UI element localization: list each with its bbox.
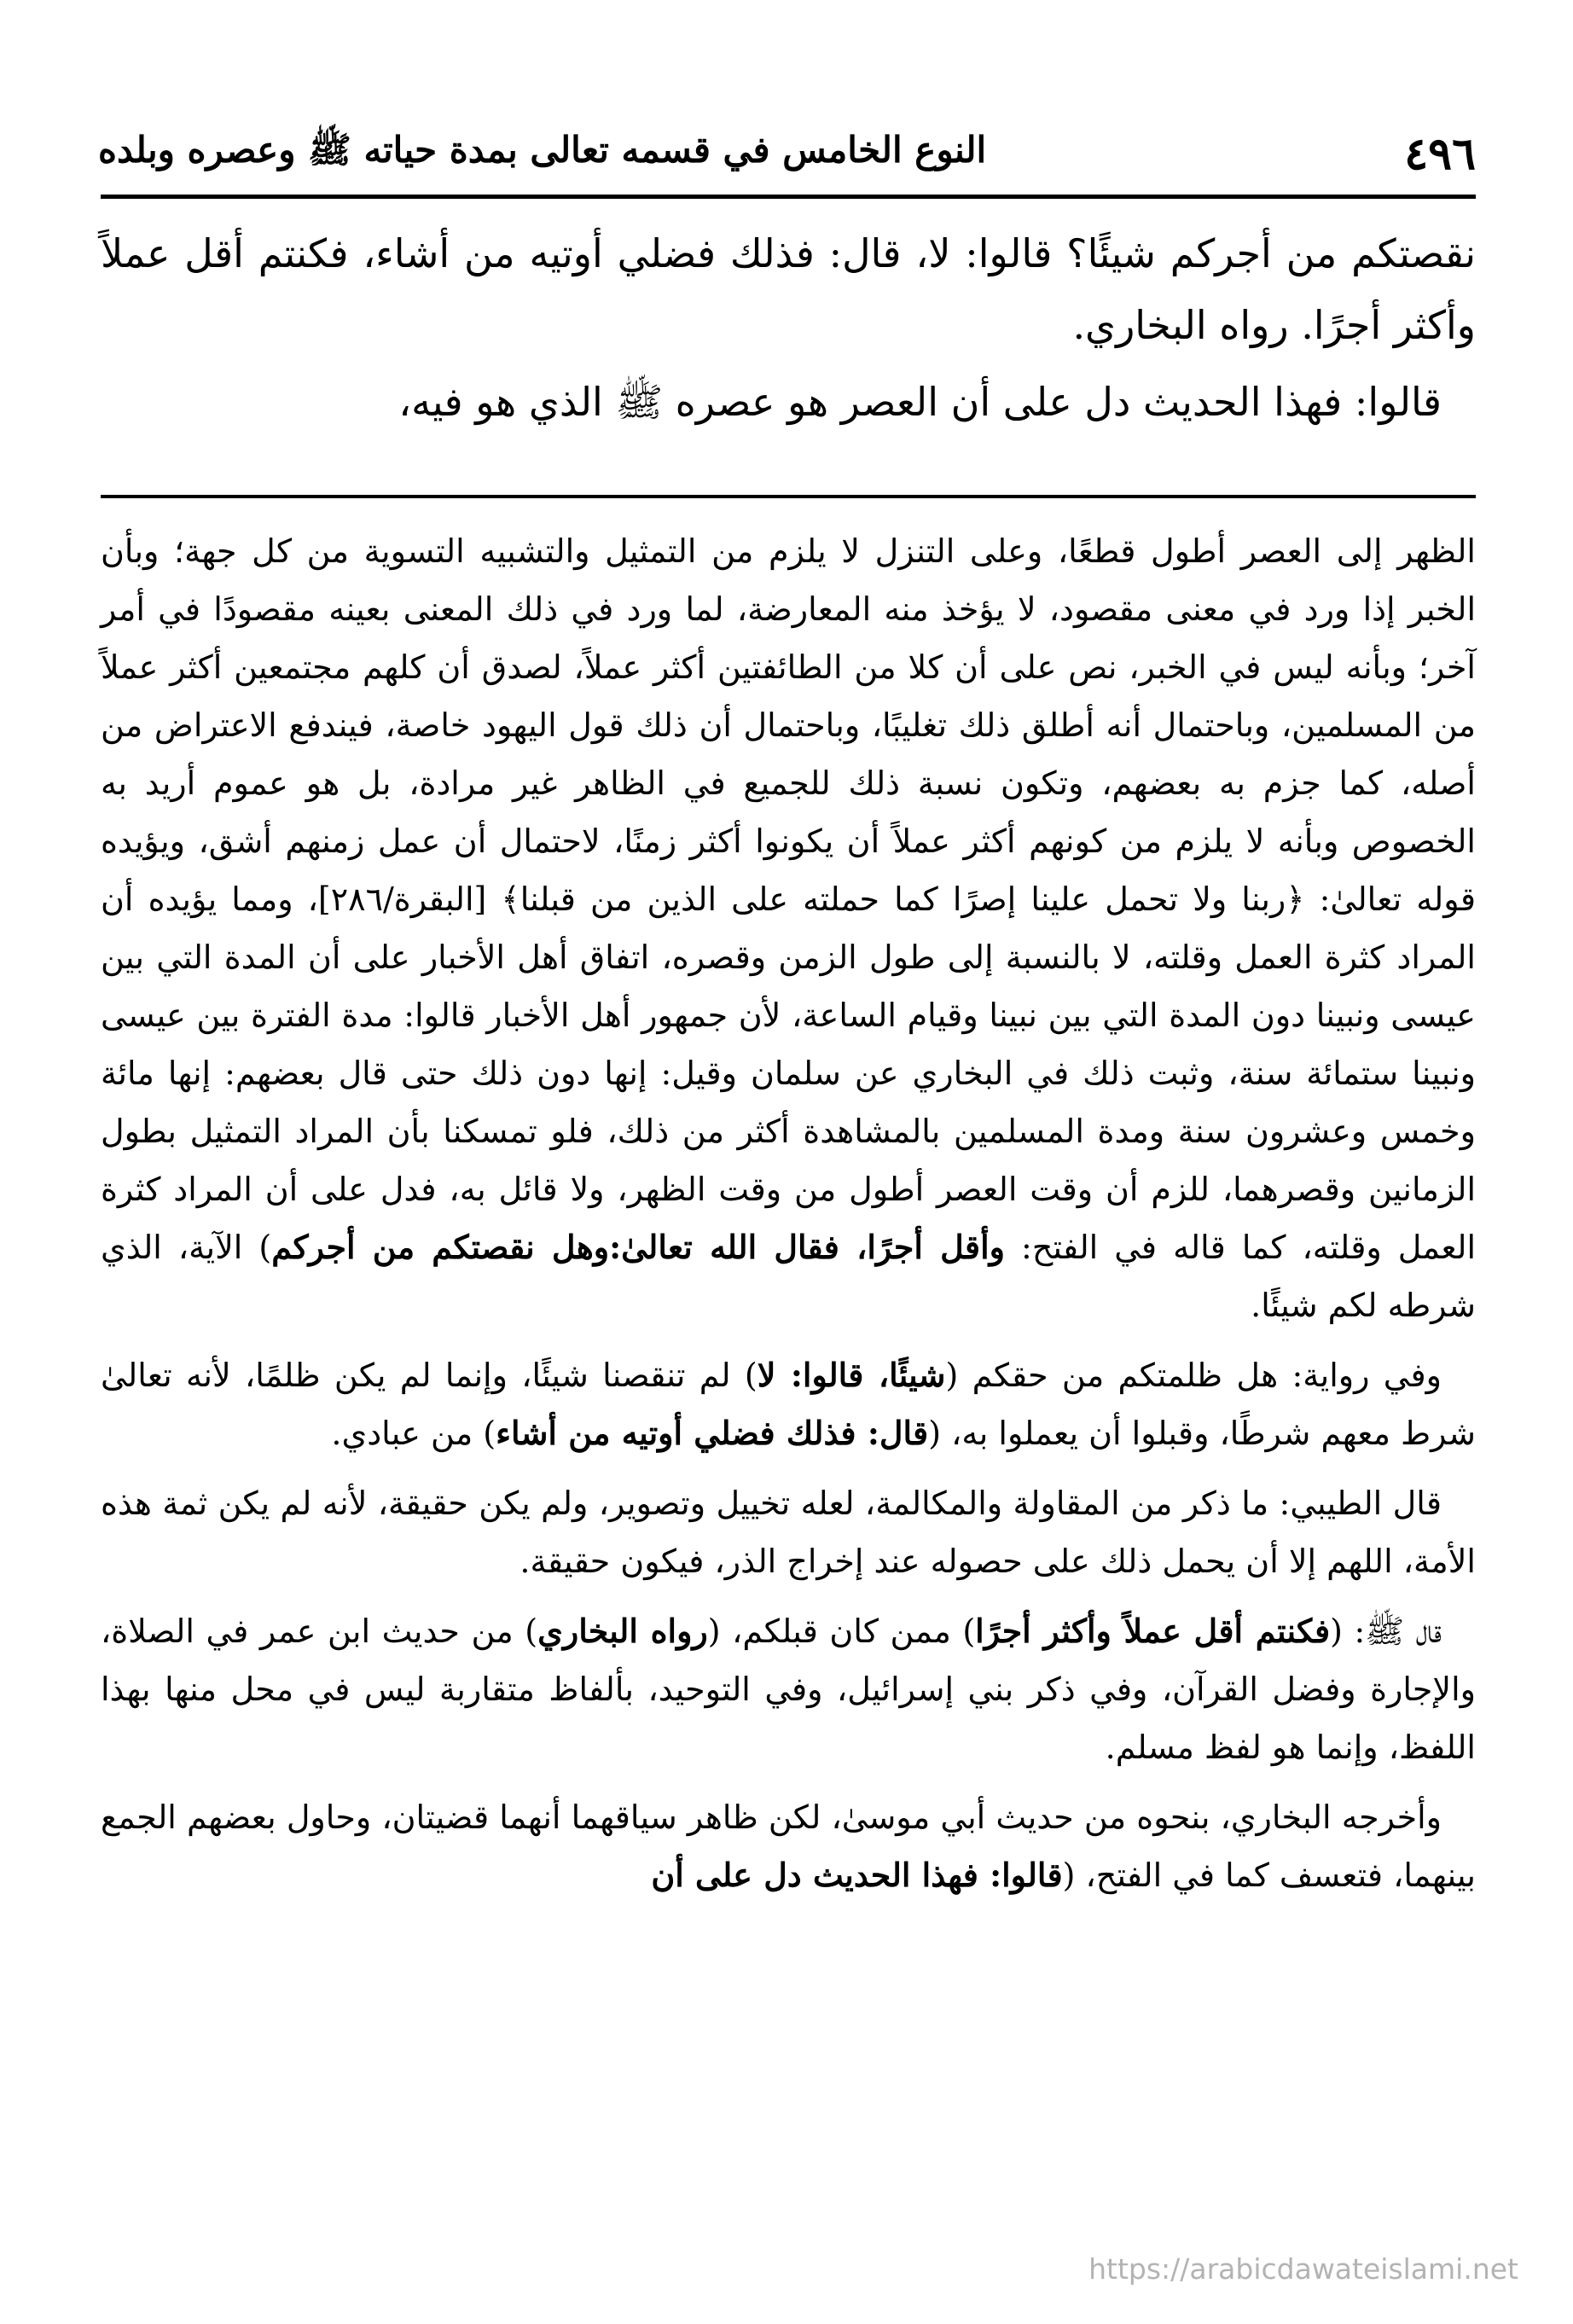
watermark-url: https://arabicdawateislami.net (1088, 2252, 1518, 2286)
commentary-text: ) من حديث ابن عمر في الصلاة، والإجارة وفضل القرآن، وفي ذكر بني إسرائيل، وفي التوحيد، بألفاظ متقاربة ليس في محل منها بهذا اللفظ، وإنما هو لفظ مسلم. (101, 1612, 1476, 1766)
commentary-paragraph (101, 1788, 1476, 1904)
commentary-paragraph (101, 1602, 1476, 1776)
commentary-text: الظهر إلى العصر أطول قطعًا، وعلى التنزل لا يلزم من التمثيل والتشبيه التسوية من كل جهة؛ وبأن الخبر إذا ورد في معنى مقصود، لا يؤخذ منه المعارضة، لما ورد في ذلك المعنى بعينه مقصودًا في أمر آخر؛ وبأنه ليس في الخبر، نص على أن كلا من الطائفتين أكثر عملاً، لصدق أن كلهم مجتمعين أكثر عملاً من المسلمين، وباحتمال أنه أطلق ذلك تغليبًا، وباحتمال أن ذلك قول اليهود خاصة، فيندفع الاعتراض من أصله، كما جزم به بعضهم، وتكون نسبة ذلك للجميع في الظاهر غير مرادة، بل هو عموم أريد به الخصوص وبأنه لا يلزم من كونهم أكثر عملاً أن يكونوا أكثر زمنًا، لاحتمال أن عمل زمنهم أشق، ويؤيده قوله تعالىٰ: ﴿ربنا ولا تحمل علينا إصرًا كما حملته على الذين من قبلنا﴾ [البقرة/٢٨٦]، ومما يؤيده أن المراد كثرة العمل وقلته، لا بالنسبة إلى طول الزمن وقصره، اتفاق أهل الأخبار على أن المدة التي بين عيسى ونبينا دون المدة التي بين نبينا وقيام الساعة، لأن جمهور أهل الأخبار قالوا: مدة الفترة بين عيسى ونبينا ستمائة سنة، وثبت ذلك في البخاري عن سلمان وقيل: إنها دون ذلك حتى قال بعضهم: إنها مائة وخمس وعشرون سنة ومدة المسلمين بالمشاهدة أكثر من ذلك، فلو تمسكنا بأن المراد التمثيل بطول الزمانين وقصرهما، للزم أن وقت العصر أطول من وقت الظهر، ولا قائل به، فدل على أن المراد كثرة العمل وقلته، كما قاله في الفتح: (101, 532, 1477, 1266)
header-rule (101, 195, 1476, 199)
commentary-text: ) من عبادي. (331, 1415, 496, 1452)
commentary-paragraph: قال الطيبي: ما ذكر من المقاولة والمكالمة، لعله تخييل وتصوير، ولم يكن حقيقة، لأنه لم يكن ثمة هذه الأمة، اللهم إلا أن يحمل ذلك على حصوله عند إخراج الذر، فيكون حقيقة. (101, 1484, 1476, 1580)
quoted-text: شيئًا، قالوا: لا (757, 1356, 946, 1394)
running-title: النوع الخامس في قسمه تعالى بمدة حياته ﷺ وعصره وبلده (98, 128, 987, 171)
main-paragraph: قالوا: فهذا الحديث دل على أن العصر هو عصره ﷺ الذي هو فيه، (398, 379, 1442, 425)
quoted-text: فكنتم أقل عملاً وأكثر أجرًا (975, 1612, 1331, 1650)
quoted-text: وأقل أجرًا، فقال الله تعالىٰ:وهل نقصتكم من أجركم (271, 1228, 1005, 1266)
commentary-rule (101, 495, 1476, 498)
quoted-text: قال: فذلك فضلي أوتيه من أشاء (496, 1414, 929, 1452)
commentary-paragraph (101, 522, 1476, 1334)
commentary-paragraph (101, 1346, 1476, 1462)
quoted-text: رواه البخاري (537, 1612, 708, 1650)
commentary-text: وأخرجه البخاري، بنحوه من حديث أبي موسىٰ، لكن ظاهر سياقهما أنهما قضيتان، وحاول بعضهم الجمع بينهما، فتعسف كما في الفتح، ( (101, 1798, 1476, 1894)
page-header (98, 119, 1476, 188)
commentary-text: وفي رواية: هل ظلمتكم من حقكم ( (945, 1357, 1442, 1394)
main-paragraph: نقصتكم من أجركم شيئًا؟ قالوا: لا، قال: فذلك فضلي أوتيه من أشاء، فكنتم أقل عملاً وأكثر أجرًا. رواه البخاري. (101, 230, 1476, 348)
commentary-text: قال ﷺ: ( (1330, 1612, 1442, 1650)
main-text (101, 218, 1476, 438)
commentary-text: ) الآية، الذي شرطه لكم شيئًا. (101, 1229, 1476, 1324)
page-number: ٤٩٦ (1404, 127, 1476, 180)
quoted-text: قالوا: فهذا الحديث دل على أن (651, 1856, 1063, 1894)
commentary (101, 522, 1476, 1904)
commentary-text: ) ممن كان قبلكم، ( (707, 1612, 976, 1650)
commentary-text: ) لم تنقصنا شيئًا، وإنما لم يكن ظلمًا، لأنه تعالىٰ شرط معهم شرطًا، وقبلوا أن يعملوا به، ( (101, 1357, 1476, 1452)
